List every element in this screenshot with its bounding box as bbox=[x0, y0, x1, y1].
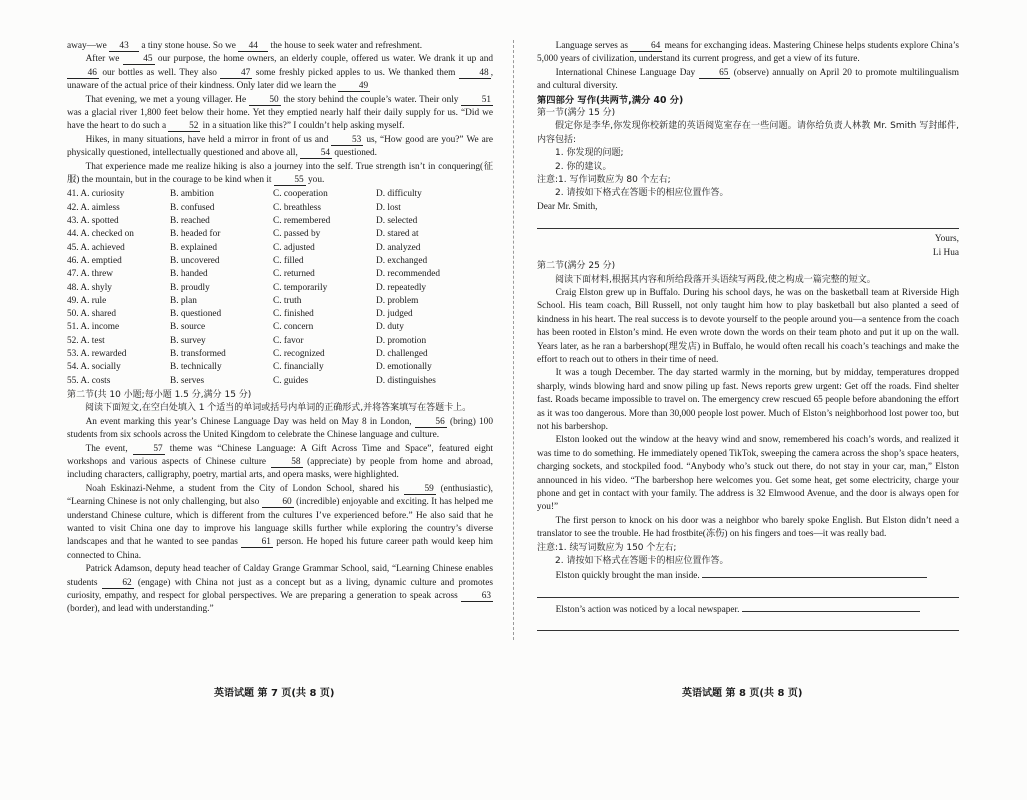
blank-52[interactable]: 52 bbox=[168, 121, 200, 132]
story-paragraph: The first person to knock on his door was a neighbor who barely spoke English. But Elston didn’t need a translator to see the trouble. He had frostbite(冻伤) on his fingers and toes—it was really bad. bbox=[537, 515, 959, 540]
option[interactable]: C. favor bbox=[273, 335, 304, 346]
option[interactable]: 55. A. costs bbox=[67, 375, 111, 386]
option[interactable]: 45. A. achieved bbox=[67, 242, 125, 253]
task-item: 2. 你的建议。 bbox=[555, 161, 612, 172]
option[interactable]: C. truth bbox=[273, 295, 302, 306]
answer-line[interactable] bbox=[537, 586, 959, 598]
blank-45[interactable]: 45 bbox=[123, 54, 155, 65]
story-paragraph: Elston looked out the window at the heavy wind and snow, remembered his coach’s words, and realized it was time to do something. He immediately opened TikTok, sweeping the camera across the shop’s space heaters, charging sockets, and stockpiled food. “Anybody who’s stuck out there, do not stay in your car, man,” Elston announced in his video. “The barbershop here welcomes you. Get some heat, get some electricity, charge your phone and get in contact with your family. The address is 32 Elmwood Avenue, and the door is always open for you!” bbox=[537, 435, 959, 513]
option[interactable]: 42. A. aimless bbox=[67, 202, 120, 213]
grammar-paragraph: Noah Eskinazi-Nehme, a student from the City of London School, shared his 59 (enthusiastic), “Learning Chinese is not only challenging, but also 60 (incredible) enjoyable and exciting. It has helped me understand Chinese culture, which is different from the cultures I’ve experienced before.” He also said that he wanted to visit China one day to improve his language skills further while exploring the country’s diverse landscapes and that he wanted to see pandas 61 person. He hoped his future career path would keep him connected to China. bbox=[67, 483, 493, 561]
option[interactable]: C. breathless bbox=[273, 202, 322, 213]
option[interactable]: B. serves bbox=[170, 375, 205, 386]
option[interactable]: D. exchanged bbox=[376, 255, 428, 266]
options-table bbox=[67, 188, 493, 387]
letter-closing: Yours, bbox=[934, 234, 959, 245]
option[interactable]: B. survey bbox=[170, 335, 206, 346]
option[interactable]: B. explained bbox=[170, 242, 217, 253]
writing-task: 假定你是李华,你发现你校新建的英语阅览室存在一些问题。请你给负责人林教 Mr. Smith 写封邮件,内容包括: bbox=[537, 121, 959, 145]
note: 注意:1. 续写词数应为 150 个左右; bbox=[537, 542, 677, 553]
blank-50[interactable]: 50 bbox=[249, 95, 281, 106]
blank-60[interactable]: 60 bbox=[262, 497, 294, 508]
page-7-footer: 英语试题 第 7 页(共 8 页) bbox=[214, 688, 335, 699]
option[interactable]: B. technically bbox=[170, 362, 222, 373]
option[interactable]: 44. A. checked on bbox=[67, 229, 134, 240]
grammar-paragraph: An event marking this year’s Chinese Language Day was held on May 8 in London, 56 (bring) 100 students from six schools across the United Kingdom to celebrate the Chinese language and culture. bbox=[67, 416, 493, 441]
option[interactable]: C. recognized bbox=[273, 349, 325, 360]
option[interactable]: B. plan bbox=[170, 295, 197, 306]
blank-58[interactable]: 58 bbox=[271, 457, 303, 468]
option[interactable]: B. uncovered bbox=[170, 255, 220, 266]
continuation-start-2: Elston’s action was noticed by a local newspaper. bbox=[537, 602, 959, 617]
blank-54[interactable]: 54 bbox=[300, 148, 332, 159]
option[interactable]: B. confused bbox=[170, 202, 215, 213]
option[interactable]: D. challenged bbox=[376, 349, 428, 360]
section-instructions: 阅读下面短文,在空白处填入 1 个适当的单词或括号内单词的正确形式,并将答案填写在答题卡上。 bbox=[85, 403, 472, 414]
section-heading: 第一节(满分 15 分) bbox=[537, 108, 616, 119]
section-heading: 第二节(共 10 小题;每小题 1.5 分,满分 15 分) bbox=[67, 389, 252, 400]
option[interactable]: B. ambition bbox=[170, 189, 214, 200]
option[interactable]: 47. A. threw bbox=[67, 269, 113, 280]
blank-56[interactable]: 56 bbox=[415, 417, 447, 428]
blank-44[interactable]: 44 bbox=[238, 41, 268, 52]
option[interactable]: D. lost bbox=[376, 202, 401, 213]
blank-53[interactable]: 53 bbox=[331, 135, 363, 146]
option[interactable]: D. duty bbox=[376, 322, 404, 333]
blank-49[interactable]: 49 bbox=[338, 81, 370, 92]
option[interactable]: 41. A. curiosity bbox=[67, 189, 125, 200]
option[interactable]: 52. A. test bbox=[67, 335, 105, 346]
cloze-paragraph: After we 45 our purpose, the home owners, an elderly couple, offered us water. We drank it up and 46 our bottles as well. They also 47 some freshly picked apples to us. We thanked them 48 , unaware of the actual price of their kindness. Only later did we learn the 49 bbox=[67, 54, 494, 92]
blank-64[interactable]: 64 bbox=[630, 41, 662, 52]
option[interactable]: B. handed bbox=[170, 269, 208, 280]
answer-line[interactable] bbox=[537, 217, 959, 229]
task-item: 1. 你发现的问题; bbox=[555, 148, 624, 159]
letter-signature: Li Hua bbox=[932, 247, 959, 258]
writing-task: 阅读下面材料,根据其内容和所给段落开头语续写两段,使之构成一篇完整的短文。 bbox=[555, 274, 876, 285]
continuation-start-1: Elston quickly brought the man inside. bbox=[537, 568, 959, 583]
grammar-paragraph: International Chinese Language Day 65 (observe) annually on April 20 to promote multilingualism and cultural diversity. bbox=[537, 67, 960, 92]
blank-59[interactable]: 59 bbox=[404, 484, 436, 495]
option[interactable]: C. financially bbox=[273, 362, 324, 373]
option[interactable]: D. promotion bbox=[376, 335, 427, 346]
option[interactable]: C. concern bbox=[273, 322, 314, 333]
part-heading: 第四部分 写作(共两节,满分 40 分) bbox=[537, 94, 684, 106]
option[interactable]: 48. A. shyly bbox=[67, 282, 112, 293]
page-7-column bbox=[67, 40, 493, 617]
answer-line[interactable] bbox=[702, 568, 927, 578]
note: 注意:1. 写作词数应为 80 个左右; bbox=[537, 175, 671, 186]
option[interactable]: D. selected bbox=[376, 216, 418, 227]
blank-62[interactable]: 62 bbox=[102, 578, 134, 589]
option[interactable]: C. guides bbox=[273, 375, 309, 386]
option[interactable]: D. emotionally bbox=[376, 362, 432, 373]
option[interactable]: D. stared at bbox=[376, 229, 419, 240]
blank-65[interactable]: 65 bbox=[699, 68, 731, 79]
option[interactable]: C. temporarily bbox=[273, 282, 328, 293]
option[interactable]: B. reached bbox=[170, 216, 210, 227]
option[interactable]: D. difficulty bbox=[376, 189, 422, 200]
option[interactable]: C. remembered bbox=[273, 216, 331, 227]
blank-47[interactable]: 47 bbox=[220, 68, 252, 79]
option[interactable]: C. filled bbox=[273, 255, 304, 266]
option[interactable]: D. problem bbox=[376, 295, 419, 306]
note: 2. 请按如下格式在答题卡的相应位置作答。 bbox=[555, 188, 729, 199]
blank-57[interactable]: 57 bbox=[133, 444, 165, 455]
grammar-paragraph: Patrick Adamson, deputy head teacher of Calday Grange Grammar School, said, “Learning Chinese enables students 62 (engage) with China not just as a concept but as a living, dynamic culture and promotes curiosity, empathy, and respect for global perspectives. We are preparing a generation to speak across 63 (border), and lead with understanding.” bbox=[67, 564, 493, 615]
option[interactable]: D. judged bbox=[376, 309, 413, 320]
option[interactable]: 53. A. rewarded bbox=[67, 349, 127, 360]
column-divider bbox=[513, 40, 514, 640]
option[interactable]: 51. A. income bbox=[67, 322, 120, 333]
page-8-footer: 英语试题 第 8 页(共 8 页) bbox=[682, 688, 803, 699]
section-heading: 第二节(满分 25 分) bbox=[537, 261, 616, 272]
cloze-paragraph: away—we 43 a tiny stone house. So we 44 the house to seek water and refreshment. bbox=[67, 41, 423, 51]
grammar-paragraph: Language serves as 64 means for exchanging ideas. Mastering Chinese helps students explore China’s 5,000 years of civilization, understand its current progress, and get a view of its future. bbox=[537, 41, 959, 65]
answer-line[interactable] bbox=[742, 602, 920, 612]
blank-61[interactable]: 61 bbox=[241, 537, 273, 548]
blank-63[interactable]: 63 bbox=[461, 591, 493, 602]
blank-46[interactable]: 46 bbox=[67, 68, 99, 79]
option[interactable]: B. proudly bbox=[170, 282, 210, 293]
blank-48[interactable]: 48 bbox=[459, 68, 491, 79]
story-paragraph: Craig Elston grew up in Buffalo. During his school days, he was on the basketball team at Riverside High School. His team coach, Bill Russell, not only taught him how to play basketball but also planted a seed of kindness in his heart. The real success is to devote yourself to the people around you—a sentence from the coach has been rooted in Elston’s mind. He even wrote down the words on their team photo and put it up on the wall. Years later, as he ran a barbershop(理发店) in Buffalo, he would often recall his coach’s teachings and make the effort to reach out to others in their time of need. bbox=[537, 287, 959, 365]
option[interactable]: D. recommended bbox=[376, 269, 441, 280]
option[interactable]: C. finished bbox=[273, 309, 314, 320]
note: 2. 请按如下格式在答题卡的相应位置作答。 bbox=[555, 556, 729, 567]
option[interactable]: B. source bbox=[170, 322, 206, 333]
option[interactable]: C. adjusted bbox=[273, 242, 315, 253]
option[interactable]: C. passed by bbox=[273, 229, 321, 240]
page-8-column bbox=[537, 40, 959, 635]
blank-51[interactable]: 51 bbox=[461, 95, 493, 106]
cloze-paragraph: Hikes, in many situations, have held a mirror in front of us and 53 us, “How good are you?” We are physically questioned, intellectually questioned and above all, 54 questioned. bbox=[67, 134, 494, 159]
option[interactable]: D. distinguishes bbox=[376, 375, 436, 386]
blank-55[interactable]: 55 bbox=[274, 175, 306, 186]
option[interactable]: D. repeatedly bbox=[376, 282, 427, 293]
option[interactable]: 49. A. rule bbox=[67, 295, 107, 306]
letter-salutation: Dear Mr. Smith, bbox=[537, 201, 598, 212]
blank-43[interactable]: 43 bbox=[109, 41, 139, 52]
option[interactable]: C. returned bbox=[273, 269, 315, 280]
option[interactable]: B. headed for bbox=[170, 229, 221, 240]
option[interactable]: 46. A. emptied bbox=[67, 255, 122, 266]
option[interactable]: 43. A. spotted bbox=[67, 216, 119, 227]
option[interactable]: C. cooperation bbox=[273, 189, 328, 200]
option[interactable]: B. transformed bbox=[170, 349, 226, 360]
option[interactable]: 50. A. shared bbox=[67, 309, 117, 320]
option[interactable]: B. questioned bbox=[170, 309, 222, 320]
cloze-paragraph: That experience made me realize hiking is also a journey into the self. True strength isn’t in conquering(征服) the mountain, but in the courage to be kind when it 55 you. bbox=[67, 161, 493, 186]
grammar-paragraph: The event, 57 theme was “Chinese Language: A Gift Across Time and Space”, featured eight workshops and various aspects of Chinese culture 58 (appreciate) by people from home and abroad, including characters, calligraphy, poetry, martial arts, and opera masks, were highlighted. bbox=[67, 443, 493, 481]
option[interactable]: 54. A. socially bbox=[67, 362, 121, 373]
answer-line[interactable] bbox=[537, 619, 959, 631]
option[interactable]: D. analyzed bbox=[376, 242, 421, 253]
cloze-paragraph: That evening, we met a young villager. He 50 the story behind the couple’s water. Their only 51 was a glacial river 1,800 feet below their home. Yet they emptied nearly half their daily supply for us. “Did we have the heart to do such a 52 in a situation like this?” I couldn’t help asking myself. bbox=[67, 94, 493, 132]
story-paragraph: It was a tough December. The day started warmly in the morning, but by midday, temperatures dropped sharply, winds blowing hard and snow piling up fast. News reports grew urgent: Get off the roads. Find shelter fast. Roads became impossible to travel on. The emergency crew rescued 65 people before abandoning the effort as it was too dangerous. More than 30,000 people lost power. Much of Elston’s neighborhood lost power too, but not his barbershop. bbox=[537, 368, 959, 432]
